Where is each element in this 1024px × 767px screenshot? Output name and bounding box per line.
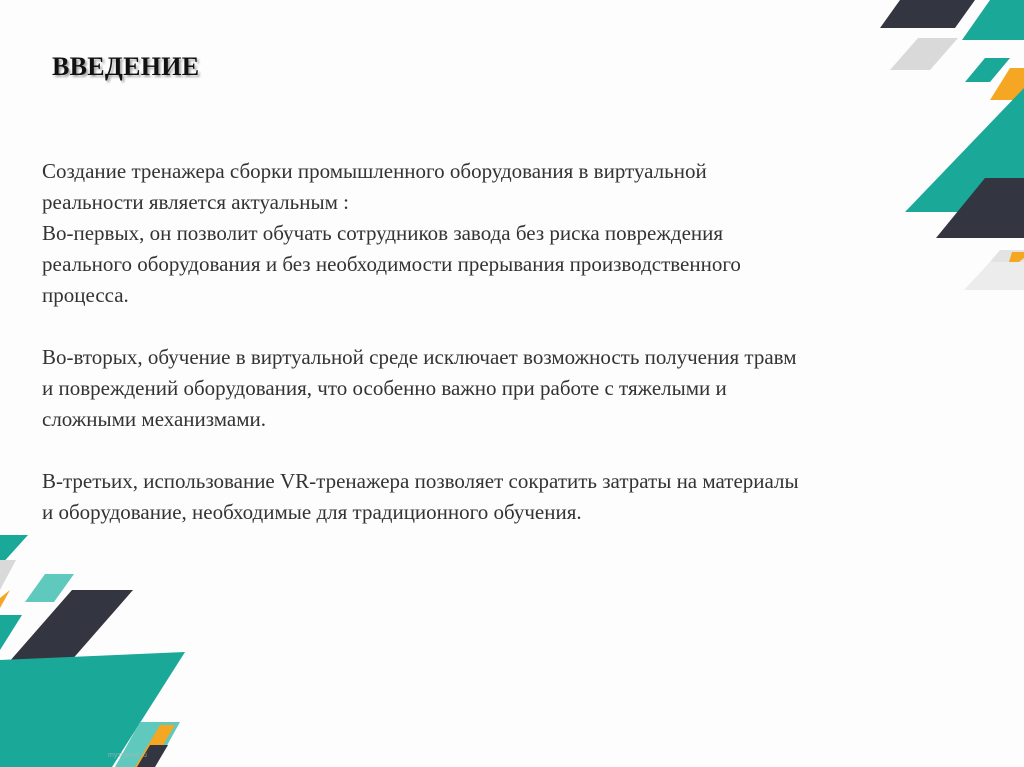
- paragraph-third: В-третьих, использование VR-тренажера позволяет сократить затраты на материалы и оборудование, необходимые для традиционного обучения.: [42, 469, 799, 524]
- paragraph-second: Во-вторых, обучение в виртуальной среде исключает возможность получения травм и повреждений оборудования, что особенно важно при работе с тяжелыми и сложными механизмами.: [42, 345, 797, 431]
- slide-body: [42, 156, 982, 528]
- decor-orange-left: [0, 590, 10, 608]
- decor-gray-top: [890, 38, 958, 70]
- decor-teal-top: [962, 0, 1024, 40]
- paragraph-gap: [42, 311, 982, 342]
- decor-teal-small: [965, 58, 1010, 82]
- paragraph-intro: Создание тренажера сборки промышленного оборудования в виртуальной реальности является актуальным : Во-первых, он позволит обучать сотрудников завода без риска повреждения реального оборудования и без необходимости прерывания производственного процесса.: [42, 159, 741, 307]
- watermark: myshared.ru: [108, 752, 147, 759]
- decor-gray-left: [0, 560, 16, 590]
- paragraph-gap: [42, 435, 982, 466]
- decor-dark-top: [880, 0, 975, 28]
- slide-title: ВВЕДЕНИЕ: [52, 52, 200, 81]
- decor-teal-left: [0, 615, 22, 650]
